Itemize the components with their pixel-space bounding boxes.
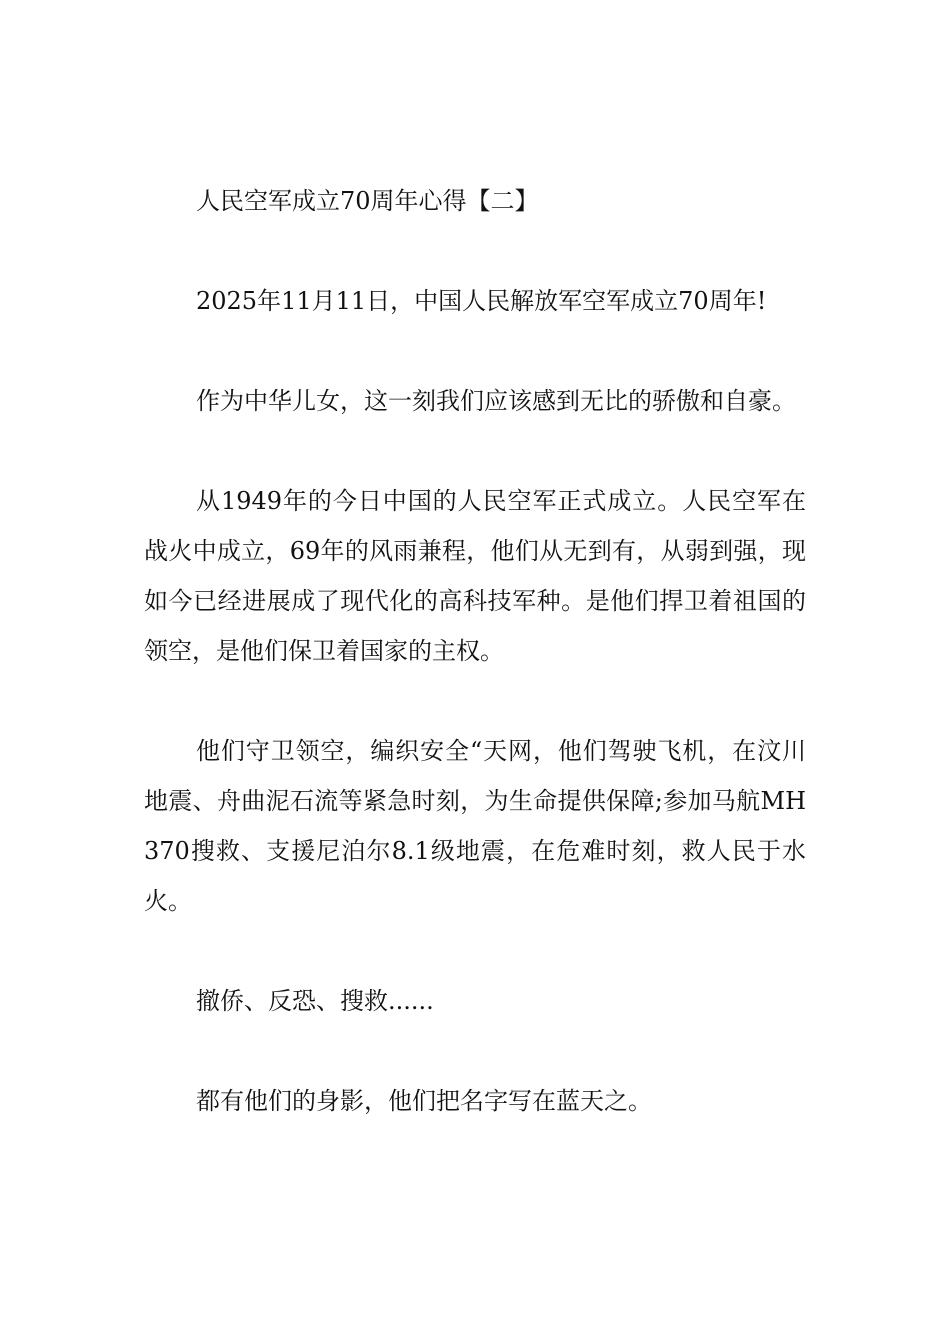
paragraph-1: 2025年11月11日，中国人民解放军空军成立70周年! (196, 287, 767, 315)
document-body (144, 176, 806, 1176)
paragraph-2: 作为中华儿女，这一刻我们应该感到无比的骄傲和自豪。 (196, 387, 796, 415)
paragraph-3: 从1949年的今日中国的人民空军正式成立。人民空军在战火中成立，69年的风雨兼程，他们从无到有，从弱到强，现如今已经进展成了现代化的高科技军种。是他们捍卫着祖国的领空，是他们保卫着国家的主权。 (144, 487, 806, 665)
document-title: 人民空军成立70周年心得【二】 (196, 187, 539, 215)
paragraph-5: 撤侨、反恐、搜救...... (196, 987, 434, 1015)
paragraph-4: 他们守卫领空，编织安全“天网，他们驾驶飞机，在汶川地震、舟曲泥石流等紧急时刻，为生命提供保障;参加马航MH370搜救、支援尼泊尔8.1级地震，在危难时刻，救人民于水火。 (144, 737, 806, 915)
paragraph-6: 都有他们的身影，他们把名字写在蓝天之。 (196, 1087, 652, 1115)
